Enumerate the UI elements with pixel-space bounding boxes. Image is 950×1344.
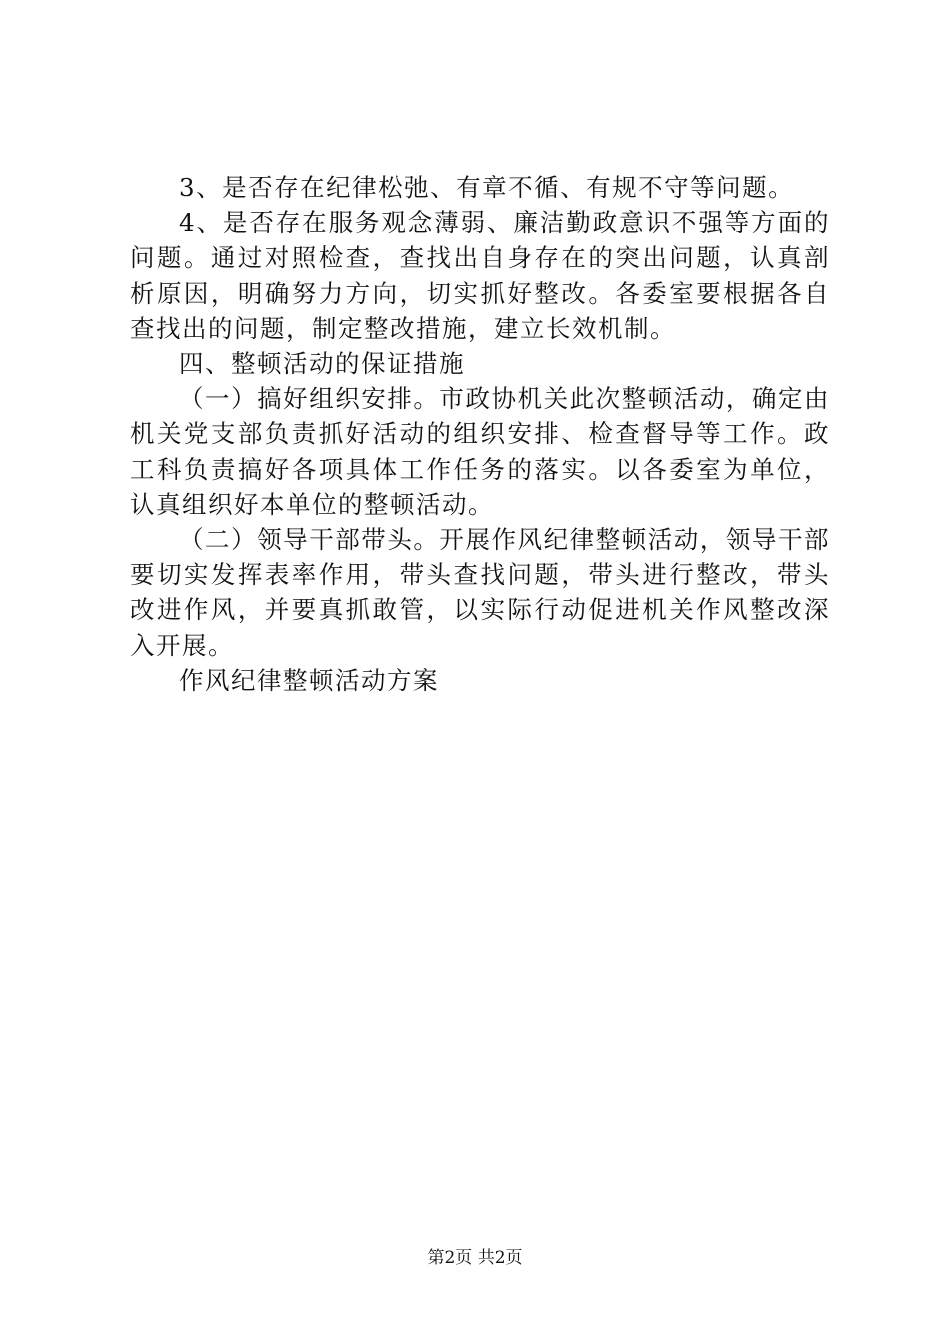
paragraph-organization: （一）搞好组织安排。市政协机关此次整顿活动，确定由机关党支部负责抓好活动的组织安排、检查督导等工作。政工科负责搞好各项具体工作任务的落实。以各委室为单位，认真组织好本单位的整顿活动。 bbox=[130, 384, 830, 519]
paragraph-item-4: 4、是否存在服务观念薄弱、廉洁勤政意识不强等方面的问题。通过对照检查，查找出自身存在的突出问题，认真剖析原因，明确努力方向，切实抓好整改。各委室要根据各自查找出的问题，制定整改措施，建立长效机制。 bbox=[130, 208, 830, 343]
paragraph-leadership: （二）领导干部带头。开展作风纪律整顿活动，领导干部要切实发挥表率作用，带头查找问题，带头进行整改，带头改进作风，并要真抓敢管，以实际行动促进机关作风整改深入开展。 bbox=[130, 525, 830, 660]
document-title-line: 作风纪律整顿活动方案 bbox=[179, 665, 439, 695]
section-heading-safeguards: 四、整顿活动的保证措施 bbox=[179, 349, 465, 379]
page-number-footer: 第2页 共2页 bbox=[427, 1248, 523, 1268]
document-body bbox=[130, 170, 830, 698]
paragraph-item-3: 3、是否存在纪律松弛、有章不循、有规不守等问题。 bbox=[179, 173, 795, 202]
